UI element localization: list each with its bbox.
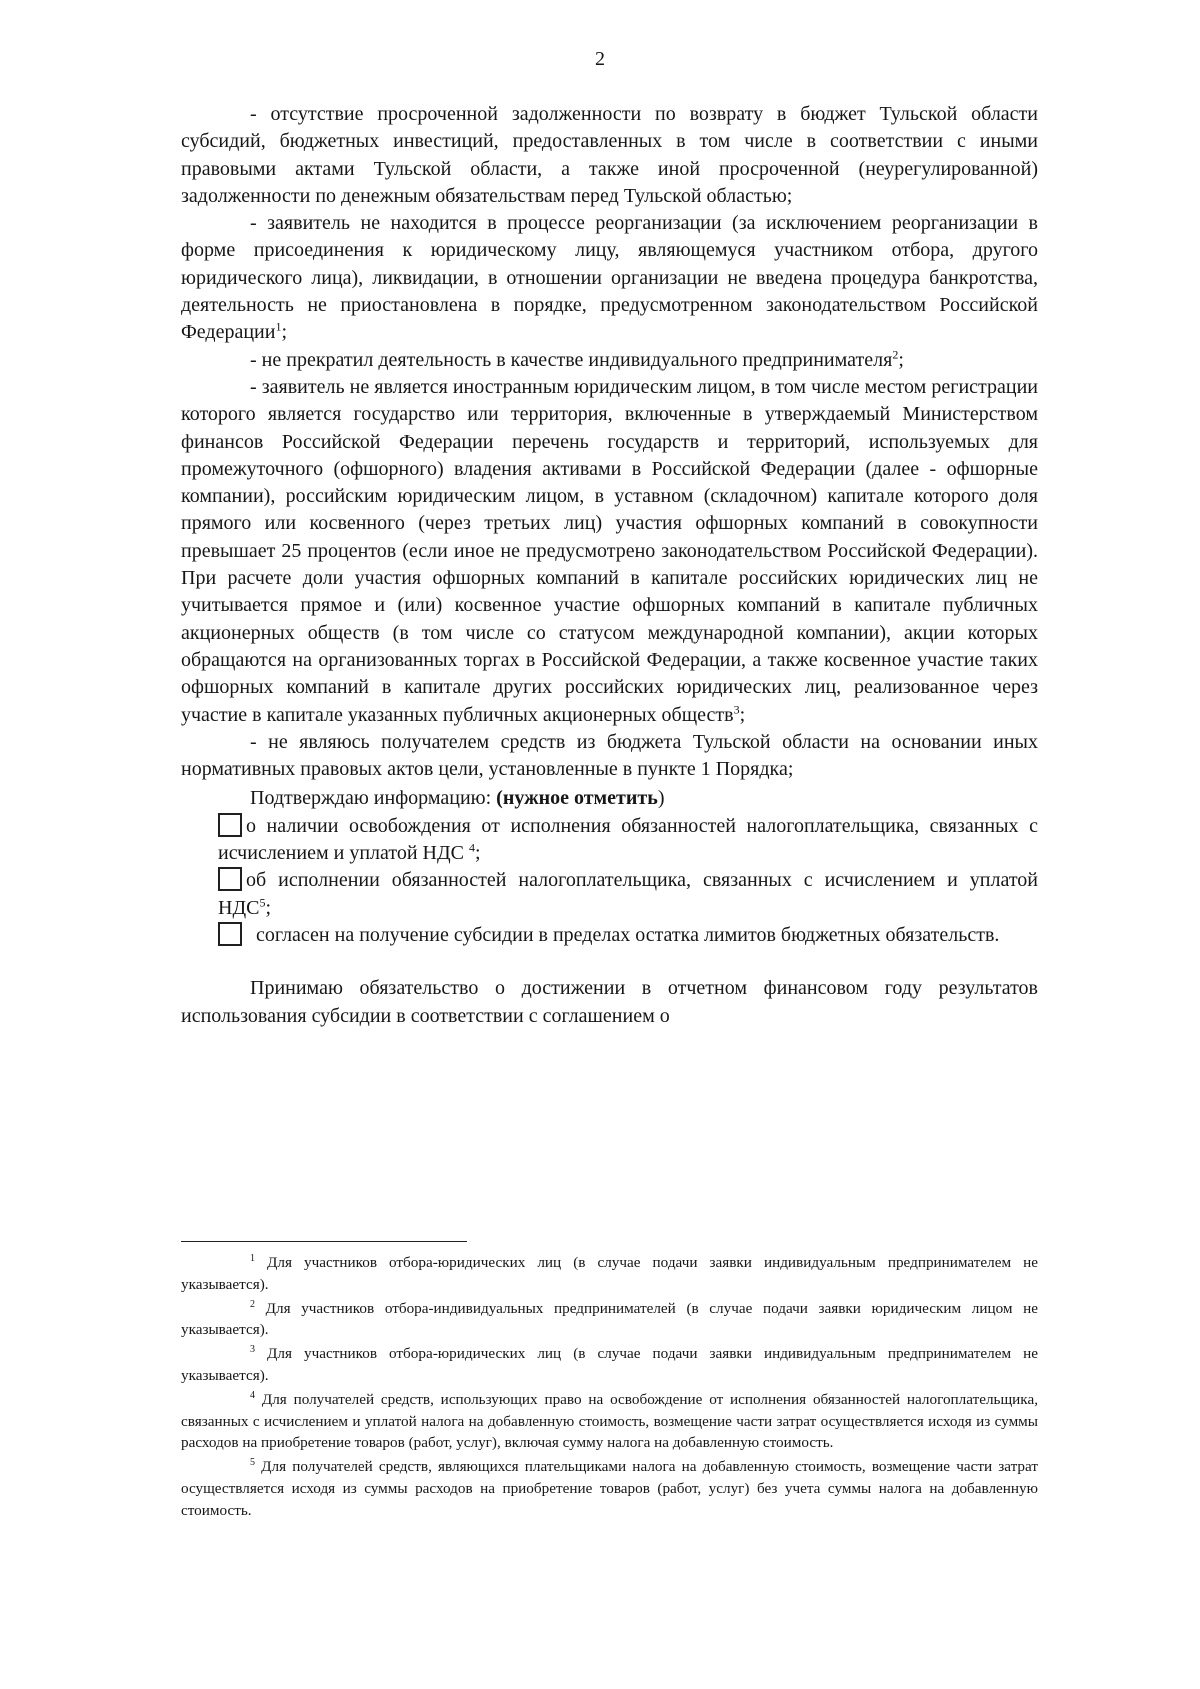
checkbox-item-vat-payer[interactable] [218, 867, 1038, 922]
checkbox[interactable] [218, 922, 242, 946]
confirm-heading-bold: (нужное отметить [496, 787, 658, 810]
checkbox-label: согласен на получение субсидии в пределах остатка лимитов бюджетных обязательств. [246, 923, 1000, 946]
footnote-text: Для участников отбора-юридических лиц (в случае подачи заявки индивидуальным предпринимателем не указывается). [181, 1254, 1038, 1293]
punctuation: ; [474, 842, 481, 865]
footnote-2 [181, 1298, 1038, 1342]
page-number: 2 [595, 48, 605, 70]
footnote-text: Для получателей средств, являющихся плательщиками налога на добавленную стоимость, возмещение части затрат осуществляется исходя из суммы расходов на приобретение товаров (работ, услуг) без учета суммы налога на добавленную стоимость. [181, 1458, 1039, 1519]
footnote-ref: 1 [275, 319, 282, 334]
checkbox[interactable] [218, 813, 242, 837]
footnotes [181, 1252, 1038, 1524]
paragraph-text: - заявитель не находится в процессе реорганизации (за исключением реорганизации в форме присоединения к юридическому лицу, являющемуся участником отбора, другого юридического лица), ликвидации, в отношении организации не введена процедура банкротства, деятельность не приостановлена в порядке, предусмотренном законодательством Российской Федерации [181, 212, 1038, 344]
paragraph-obligation [181, 975, 1038, 1030]
footnote-3 [181, 1343, 1038, 1387]
footnote-text: Для получателей средств, использующих право на освобождение от исполнения обязанностей налогоплательщика, связанных с исчислением и уплатой налога на добавленную стоимость, возмещение части затрат осуществляется исходя из суммы расходов на приобретение товаров (работ, услуг), включая сумму налога на добавленную стоимость. [181, 1390, 1038, 1452]
footnote-ref: 2 [892, 347, 899, 362]
paragraph-text: Принимаю обязательство о достижении в отчетном финансовом году результатов использования субсидии в соответствии с соглашением о [181, 977, 1038, 1027]
checkbox[interactable] [218, 867, 242, 891]
punctuation: ; [739, 703, 746, 726]
footnote-5 [181, 1456, 1038, 1521]
paragraph-text: - не прекратил деятельность в качестве индивидуального предпринимателя [250, 348, 893, 371]
footnote-number: 3 [250, 1344, 255, 1356]
punctuation: ; [898, 348, 904, 371]
confirm-heading-text: Подтверждаю информацию: [250, 787, 497, 810]
paragraph-text: - не являюсь получателем средств из бюджета Тульской области на основании иных нормативных правовых актов цели, установленные в пункте 1 Порядка; [181, 730, 1038, 781]
footnote-divider [181, 1241, 467, 1242]
confirm-heading-close: ) [657, 787, 665, 810]
paragraph-budget-recipient [181, 729, 1038, 784]
confirm-heading [181, 785, 1038, 812]
footnote-ref: 3 [733, 701, 740, 716]
paragraph-text: - отсутствие просроченной задолженности по возврату в бюджет Тульской области субсидий, бюджетных инвестиций, предоставленных в том числе в соответствии с иными правовыми актами Тульской области, а также иной просроченной (неурегулированной) задолженности по денежным обязательствам перед Тульской областью; [181, 103, 1038, 207]
footnote-text: Для участников отбора-индивидуальных предпринимателей (в случае подачи заявки юридическим лицом не указывается). [181, 1299, 1038, 1339]
footnote-4 [181, 1389, 1038, 1454]
checkbox-label: о наличии освобождения от исполнения обязанностей налогоплательщика, связанных с исчислением и уплатой НДС [218, 814, 1038, 865]
footnote-number: 4 [250, 1389, 255, 1401]
footnote-1 [181, 1252, 1038, 1296]
paragraph-text: - заявитель не является иностранным юридическим лицом, в том числе местом регистрации которого является государство или территория, включенные в утверждаемый Министерством финансов Российской Федерации перечень государств и территорий, используемых для промежуточного (офшорного) владения активами в Российской Федерации (далее - офшорные компании), российским юридическим лицом, в уставном (складочном) капитале которого доля прямого или косвенного (через третьих лиц) участия офшорных компаний в совокупности превышает 25 процентов (если иное не предусмотрено законодательством Российской Федерации). При расчете доли участия офшорных компаний в капитале российских юридических лиц не учитывается прямое и (или) косвенное участие офшорных компаний в капитале публичных акционерных обществ (в том числе со статусом международной компании), акции которых обращаются на организованных торгах в Российской Федерации, а также косвенное участие таких офшорных компаний в капитале других российских юридических лиц, реализованное через участие в капитале указанных публичных акционерных обществ [181, 375, 1038, 726]
footnote-number: 1 [250, 1252, 255, 1264]
paragraph-debt [181, 101, 1038, 210]
punctuation: ; [281, 321, 288, 344]
footnote-number: 2 [250, 1298, 255, 1310]
paragraph-reorganization [181, 210, 1038, 346]
checkbox-label: об исполнении обязанностей налогоплательщика, связанных с исчислением и уплатой НДС [218, 869, 1038, 919]
punctuation: ; [265, 896, 271, 919]
checkbox-item-vat-exemption[interactable] [218, 813, 1038, 868]
document-body [181, 101, 1038, 1030]
paragraph-entrepreneur [181, 347, 1038, 374]
footnote-number: 5 [250, 1457, 255, 1469]
checkbox-item-limits-consent[interactable] [218, 922, 1038, 949]
footnote-ref: 5 [259, 894, 266, 909]
paragraph-offshore [181, 374, 1038, 729]
footnote-text: Для участников отбора-юридических лиц (в случае подачи заявки индивидуальным предпринимателем не указывается). [181, 1345, 1038, 1384]
spacer [181, 949, 1038, 975]
footnote-ref: 4 [468, 840, 475, 855]
